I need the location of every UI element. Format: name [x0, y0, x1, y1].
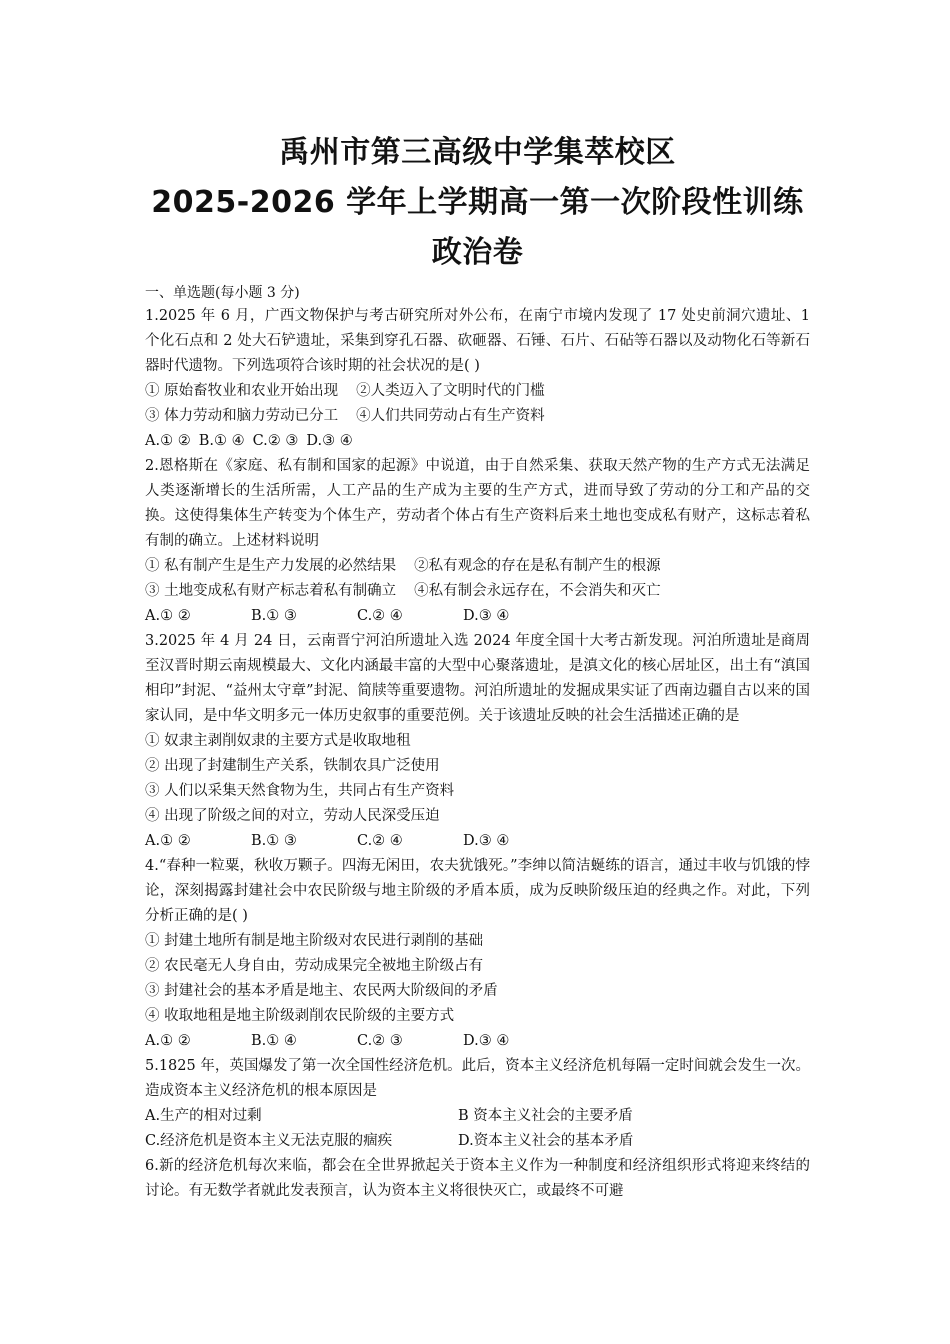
question-5: [145, 1054, 810, 1154]
statement-2: ②私有观念的存在是私有制产生的根源: [414, 558, 661, 574]
answer-choices: [145, 429, 810, 454]
choice-c: C.经济危机是资本主义无法克服的痼疾: [145, 1133, 393, 1149]
statement-3: ③ 人们以采集天然食物为生，共同占有生产资料: [145, 783, 455, 799]
choice-b: B.① ④: [251, 1033, 297, 1049]
question-stem: 6.新的经济危机每次来临，都会在全世界掀起关于资本主义作为一种制度和经济组织形式将迎来终结的讨论。有无数学者就此发表预言，认为资本主义将很快灭亡，或最终不可避: [145, 1158, 810, 1199]
choice-a: A.① ②: [145, 608, 191, 624]
statement-4: ④人们共同劳动占有生产资料: [356, 408, 545, 424]
subject-title: 政治卷: [431, 235, 524, 270]
choice-c: C.② ④: [357, 833, 403, 849]
choice-d: D.③ ④: [463, 833, 510, 849]
statement-row: [145, 554, 810, 579]
choice-a: A.① ②: [145, 433, 191, 449]
answer-choices: [145, 829, 810, 854]
question-6: [145, 1154, 810, 1204]
question-stem: 5.1825 年，英国爆发了第一次全国性经济危机。此后，资本主义经济危机每隔一定时间就会发生一次。造成资本主义经济危机的根本原因是: [145, 1058, 810, 1099]
answer-choices: [145, 604, 810, 629]
school-title: 禹州市第三高级中学集萃校区: [279, 135, 676, 170]
question-stem: 1.2025 年 6 月，广西文物保护与考古研究所对外公布，在南宁市境内发现了 17 处史前洞穴遗址、1 个化石点和 2 处大石铲遗址，采集到穿孔石器、砍砸器、石锤、石片、石砧等石器以及动物化石等新石器时代遗物。下列选项符合该时期的社会状况的是( ): [145, 308, 810, 374]
answer-row: [145, 1104, 810, 1129]
choice-d: D.③ ④: [306, 433, 353, 449]
term-title: 2025-2026 学年上学期高一第一次阶段性训练: [151, 185, 804, 220]
statement-4: ④私有制会永远存在，不会消失和灭亡: [414, 583, 661, 599]
statement-3: ③ 封建社会的基本矛盾是地主、农民两大阶级间的矛盾: [145, 983, 498, 999]
section-heading: 一、单选题(每小题 3 分): [145, 285, 300, 301]
choice-a: A.① ②: [145, 833, 191, 849]
answer-choices: [145, 1029, 810, 1054]
answer-row: [145, 1129, 810, 1154]
statement-4: ④ 收取地租是地主阶级剥削农民阶级的主要方式: [145, 1008, 455, 1024]
question-2: [145, 454, 810, 629]
statement-row: [145, 579, 810, 604]
choice-b: B.① ③: [251, 608, 297, 624]
statement-1: ① 奴隶主剥削奴隶的主要方式是收取地租: [145, 733, 411, 749]
statement-2: ② 农民毫无人身自由，劳动成果完全被地主阶级占有: [145, 958, 484, 974]
choice-c: C.② ③: [357, 1033, 403, 1049]
statement-row: [145, 379, 810, 404]
choice-a: A.① ②: [145, 1033, 191, 1049]
statement-1: ① 封建土地所有制是地主阶级对农民进行剥削的基础: [145, 933, 484, 949]
question-3: [145, 629, 810, 854]
statement-1: ① 原始畜牧业和农业开始出现: [145, 383, 339, 399]
question-stem: 2.恩格斯在《家庭、私有制和国家的起源》中说道，由于自然采集、获取天然产物的生产方式无法满足人类逐渐增长的生活所需，人工产品的生产成为主要的生产方式，进而导致了劳动的分工和产品的交换。这使得集体生产转变为个体生产，劳动者个体占有生产资料后来土地也变成私有财产，这标志着私有制的确立。上述材料说明: [145, 458, 810, 549]
choice-b: B.① ④: [198, 433, 245, 449]
choice-d: D.③ ④: [463, 1033, 510, 1049]
choice-c: C.② ③: [252, 433, 299, 449]
choice-b: B 资本主义社会的主要矛盾: [458, 1108, 633, 1124]
statement-2: ② 出现了封建制生产关系，铁制农具广泛使用: [145, 758, 440, 774]
question-stem: 4.“春种一粒粟，秋收万颗子。四海无闲田，农夫犹饿死。”李绅以简洁蜒练的语言，通过丰收与饥饿的悖论，深刻揭露封建社会中农民阶级与地主阶级的矛盾本质，成为反映阶级压迫的经典之作。对此，下列分析正确的是( ): [145, 858, 810, 924]
choice-c: C.② ④: [357, 608, 403, 624]
choice-d: D.③ ④: [463, 608, 510, 624]
statement-row: [145, 404, 810, 429]
statement-3: ③ 土地变成私有财产标志着私有制确立: [145, 583, 397, 599]
statement-2: ②人类迈入了文明时代的门槛: [356, 383, 545, 399]
exam-page: [145, 128, 810, 1204]
question-stem: 3.2025 年 4 月 24 日，云南晋宁河泊所遗址入选 2024 年度全国十大考古新发现。河泊所遗址是商周至汉晋时期云南规模最大、文化内涵最丰富的大型中心聚落遗址，是滇文化的核心居址区，出土有“滇国相印”封泥、“益州太守章”封泥、简牍等重要遗物。河泊所遗址的发掘成果实证了西南边疆自古以来的国家认同，是中华文明多元一体历史叙事的重要范例。关于该遗址反映的社会生活描述正确的是: [145, 633, 810, 724]
question-1: [145, 304, 810, 454]
statement-1: ① 私有制产生是生产力发展的必然结果: [145, 558, 397, 574]
statement-4: ④ 出现了阶级之间的对立，劳动人民深受压迫: [145, 808, 440, 824]
choice-d: D.资本主义社会的基本矛盾: [458, 1133, 634, 1149]
statement-3: ③ 体力劳动和脑力劳动已分工: [145, 408, 339, 424]
question-4: [145, 854, 810, 1054]
choice-b: B.① ③: [251, 833, 297, 849]
choice-a: A.生产的相对过剩: [145, 1108, 262, 1124]
